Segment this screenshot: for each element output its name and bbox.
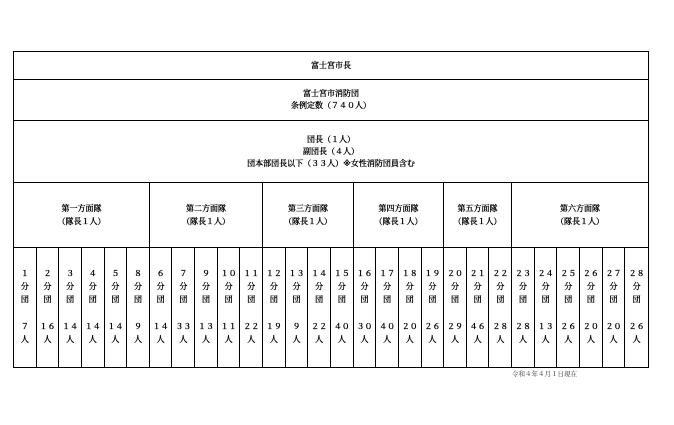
member-count-value: ２８ [514, 322, 531, 331]
unit-number: ２４ [537, 269, 554, 278]
mayor-row [14, 52, 648, 80]
as-of-date: 令和４年４月１日現在 [512, 370, 577, 378]
member-count-value: ９ [134, 322, 143, 331]
band-4 [354, 183, 444, 247]
unit-number: １７ [379, 269, 396, 278]
member-count-value: １９ [265, 322, 282, 331]
unit-number: ８ [134, 269, 143, 278]
unit-suffix-bun: 分 [201, 282, 210, 291]
band-3 [263, 183, 354, 247]
unit-title [127, 267, 149, 306]
unit-member-count [512, 320, 534, 346]
band-leader: （隊長１人） [453, 217, 502, 226]
unit-suffix-bun: 分 [383, 282, 392, 291]
unit-suffix-dan: 団 [20, 295, 29, 304]
unit-suffix-dan: 団 [586, 295, 595, 304]
unit-title [444, 267, 466, 306]
member-count-unit: 人 [473, 335, 482, 344]
unit-member-count [173, 320, 195, 346]
band-5 [444, 183, 512, 247]
unit-member-count [376, 320, 398, 346]
member-count-value: ７ [20, 322, 29, 331]
unit-title [150, 267, 172, 306]
unit-number: ７ [179, 269, 188, 278]
band-leader: （隊長１人） [284, 217, 332, 226]
member-count-unit: 人 [360, 335, 369, 344]
member-count-unit: 人 [496, 335, 505, 344]
unit-member-count [625, 320, 648, 346]
unit-column [150, 248, 173, 367]
unit-member-count [59, 320, 81, 346]
unit-member-count [603, 320, 625, 346]
unit-number: ２８ [628, 269, 645, 278]
unit-member-count [240, 320, 262, 346]
unit-title [286, 267, 308, 306]
member-count-value: ２２ [243, 322, 260, 331]
unit-member-count [557, 320, 579, 346]
unit-number: ２ [43, 269, 52, 278]
member-count-unit: 人 [88, 335, 97, 344]
organization-chart [13, 51, 649, 368]
unit-title [173, 267, 195, 306]
band-name: 第六方面隊 [560, 204, 600, 213]
unit-columns [14, 248, 648, 367]
unit-number: ２３ [514, 269, 531, 278]
member-count-unit: 人 [134, 335, 143, 344]
band-2 [150, 183, 263, 247]
unit-title [105, 267, 127, 306]
unit-suffix-bun: 分 [564, 282, 573, 291]
member-count-unit: 人 [518, 335, 527, 344]
unit-title [37, 267, 59, 306]
member-count-value: １３ [537, 322, 554, 331]
unit-member-count [490, 320, 512, 346]
member-count-unit: 人 [315, 335, 324, 344]
unit-title [218, 267, 240, 306]
brigade-quota: 条例定数（７４０人） [291, 101, 371, 110]
unit-title [195, 267, 217, 306]
unit-suffix-dan: 団 [405, 295, 414, 304]
unit-number: １８ [401, 269, 418, 278]
unit-member-count [127, 320, 149, 346]
band-leader: （隊長１人） [182, 217, 230, 226]
unit-suffix-bun: 分 [360, 282, 369, 291]
member-count-unit: 人 [179, 335, 188, 344]
unit-number: １５ [333, 269, 350, 278]
member-count-unit: 人 [609, 335, 618, 344]
unit-suffix-bun: 分 [88, 282, 97, 291]
band-name: 第三方面隊 [288, 204, 328, 213]
member-count-value: １４ [107, 322, 124, 331]
unit-suffix-dan: 団 [88, 295, 97, 304]
unit-suffix-bun: 分 [224, 282, 233, 291]
band-1 [14, 183, 150, 247]
unit-column [557, 248, 580, 367]
unit-suffix-bun: 分 [586, 282, 595, 291]
member-count-unit: 人 [428, 335, 437, 344]
member-count-value: ３０ [356, 322, 373, 331]
band-leader: （隊長１人） [374, 217, 423, 226]
unit-number: １３ [288, 269, 305, 278]
unit-member-count [580, 320, 602, 346]
unit-column [263, 248, 286, 367]
member-count-value: ２２ [311, 322, 328, 331]
unit-column [82, 248, 105, 367]
member-count-unit: 人 [111, 335, 120, 344]
unit-number: ４ [88, 269, 97, 278]
member-count-value: ２０ [401, 322, 418, 331]
member-count-value: ２６ [560, 322, 577, 331]
unit-member-count [308, 320, 330, 346]
unit-title [467, 267, 489, 306]
band-name: 第四方面隊 [378, 204, 419, 213]
unit-number: ２７ [605, 269, 622, 278]
member-count-unit: 人 [405, 335, 414, 344]
unit-member-count [37, 320, 59, 346]
member-count-unit: 人 [156, 335, 165, 344]
unit-suffix-bun: 分 [156, 282, 165, 291]
unit-suffix-dan: 団 [473, 295, 482, 304]
unit-number: １２ [265, 269, 282, 278]
member-count-unit: 人 [383, 335, 392, 344]
unit-member-count [218, 320, 240, 346]
unit-suffix-bun: 分 [20, 282, 29, 291]
member-count-unit: 人 [20, 335, 29, 344]
mayor-title: 富士宮市長 [311, 60, 351, 70]
unit-suffix-bun: 分 [632, 282, 641, 291]
member-count-unit: 人 [43, 335, 52, 344]
unit-suffix-dan: 団 [451, 295, 460, 304]
member-count-unit: 人 [632, 335, 641, 344]
unit-suffix-dan: 団 [315, 295, 324, 304]
member-count-unit: 人 [451, 335, 460, 344]
unit-member-count [195, 320, 217, 346]
unit-suffix-dan: 団 [564, 295, 573, 304]
unit-member-count [354, 320, 376, 346]
unit-suffix-bun: 分 [179, 282, 188, 291]
unit-suffix-bun: 分 [609, 282, 618, 291]
unit-title [603, 267, 625, 306]
unit-suffix-dan: 団 [518, 295, 527, 304]
unit-suffix-bun: 分 [473, 282, 482, 291]
unit-title [82, 267, 104, 306]
member-count-value: １３ [197, 322, 214, 331]
unit-title [557, 267, 579, 306]
member-count-value: ９ [292, 322, 301, 331]
unit-column [535, 248, 558, 367]
hq-chief: 団長（１人） [307, 134, 355, 144]
member-count-unit: 人 [66, 335, 75, 344]
unit-number: １６ [356, 269, 373, 278]
unit-number: ５ [111, 269, 120, 278]
unit-suffix-dan: 団 [179, 295, 188, 304]
unit-title [490, 267, 512, 306]
unit-column [331, 248, 354, 367]
unit-suffix-bun: 分 [269, 282, 278, 291]
unit-column [173, 248, 196, 367]
unit-suffix-bun: 分 [66, 282, 75, 291]
unit-column [286, 248, 309, 367]
unit-member-count [444, 320, 466, 346]
band-name: 第五方面隊 [457, 204, 498, 213]
unit-member-count [535, 320, 557, 346]
unit-number: ２６ [582, 269, 599, 278]
unit-suffix-dan: 団 [632, 295, 641, 304]
unit-column [14, 248, 37, 367]
unit-suffix-bun: 分 [247, 282, 256, 291]
unit-member-count [331, 320, 353, 346]
unit-suffix-dan: 団 [292, 295, 301, 304]
unit-column [399, 248, 422, 367]
band-name: 第一方面隊 [61, 204, 102, 213]
member-count-value: １４ [84, 322, 101, 331]
unit-member-count [399, 320, 421, 346]
unit-suffix-dan: 団 [224, 295, 233, 304]
unit-suffix-dan: 団 [134, 295, 143, 304]
unit-suffix-bun: 分 [451, 282, 460, 291]
member-count-value: ２８ [492, 322, 509, 331]
unit-column [59, 248, 82, 367]
member-count-unit: 人 [586, 335, 595, 344]
unit-title [263, 267, 285, 306]
unit-suffix-dan: 団 [201, 295, 210, 304]
unit-suffix-dan: 団 [496, 295, 505, 304]
unit-column [422, 248, 445, 367]
unit-suffix-bun: 分 [518, 282, 527, 291]
unit-title [376, 267, 398, 306]
member-count-value: ２９ [447, 322, 464, 331]
unit-column [625, 248, 648, 367]
unit-column [308, 248, 331, 367]
unit-suffix-dan: 団 [609, 295, 618, 304]
member-count-unit: 人 [201, 335, 210, 344]
unit-suffix-dan: 団 [383, 295, 392, 304]
unit-suffix-dan: 団 [269, 295, 278, 304]
unit-suffix-bun: 分 [111, 282, 120, 291]
unit-title [240, 267, 262, 306]
unit-column [490, 248, 513, 367]
unit-member-count [263, 320, 285, 346]
member-count-value: １１ [220, 322, 237, 331]
unit-suffix-bun: 分 [428, 282, 437, 291]
unit-member-count [467, 320, 489, 346]
unit-number: ６ [156, 269, 165, 278]
unit-column [127, 248, 150, 367]
unit-suffix-bun: 分 [292, 282, 301, 291]
unit-title [308, 267, 330, 306]
unit-number: １０ [220, 269, 237, 278]
unit-column [195, 248, 218, 367]
member-count-value: ２６ [424, 322, 441, 331]
unit-suffix-bun: 分 [496, 282, 505, 291]
hq-staff: 団本部団長以下（３３人）※女性消防団員含む [247, 158, 415, 168]
unit-column [467, 248, 490, 367]
unit-title [14, 267, 36, 306]
member-count-unit: 人 [564, 335, 573, 344]
unit-column [105, 248, 128, 367]
unit-column [240, 248, 263, 367]
band-leader: （隊長１人） [556, 217, 604, 226]
unit-member-count [286, 320, 308, 346]
unit-number: ３ [66, 269, 75, 278]
unit-suffix-dan: 団 [360, 295, 369, 304]
area-bands [14, 183, 648, 248]
member-count-value: １４ [62, 322, 79, 331]
band-name: 第二方面隊 [186, 204, 226, 213]
unit-number: １９ [424, 269, 441, 278]
unit-title [59, 267, 81, 306]
unit-suffix-bun: 分 [405, 282, 414, 291]
unit-title [354, 267, 376, 306]
unit-number: ２１ [469, 269, 486, 278]
unit-suffix-bun: 分 [337, 282, 346, 291]
unit-member-count [14, 320, 36, 346]
unit-number: ２２ [492, 269, 509, 278]
unit-suffix-dan: 団 [66, 295, 75, 304]
unit-number: １４ [311, 269, 328, 278]
member-count-value: ３３ [175, 322, 192, 331]
unit-column [37, 248, 60, 367]
brigade-name: 富士宮市消防団 [303, 89, 359, 98]
brigade-row [14, 80, 648, 121]
member-count-value: ２０ [605, 322, 622, 331]
unit-column [512, 248, 535, 367]
member-count-unit: 人 [337, 335, 346, 344]
unit-member-count [82, 320, 104, 346]
member-count-unit: 人 [541, 335, 550, 344]
unit-column [580, 248, 603, 367]
member-count-unit: 人 [269, 335, 278, 344]
unit-title [535, 267, 557, 306]
unit-suffix-dan: 団 [337, 295, 346, 304]
unit-suffix-dan: 団 [156, 295, 165, 304]
unit-member-count [422, 320, 444, 346]
unit-number: ２５ [560, 269, 577, 278]
member-count-value: ２０ [582, 322, 599, 331]
band-leader: （隊長１人） [57, 217, 106, 226]
unit-number: ９ [201, 269, 210, 278]
unit-title [422, 267, 444, 306]
unit-suffix-dan: 団 [43, 295, 52, 304]
unit-title [580, 267, 602, 306]
member-count-value: ４６ [469, 322, 486, 331]
member-count-value: １６ [39, 322, 56, 331]
unit-column [444, 248, 467, 367]
unit-title [512, 267, 534, 306]
band-6 [512, 183, 648, 247]
unit-title [625, 267, 648, 306]
unit-title [399, 267, 421, 306]
unit-column [376, 248, 399, 367]
member-count-unit: 人 [292, 335, 301, 344]
unit-suffix-bun: 分 [541, 282, 550, 291]
unit-number: １１ [243, 269, 260, 278]
member-count-unit: 人 [247, 335, 256, 344]
headquarters-row [14, 121, 648, 183]
unit-number: １ [20, 269, 29, 278]
unit-column [354, 248, 377, 367]
member-count-unit: 人 [224, 335, 233, 344]
unit-suffix-dan: 団 [541, 295, 550, 304]
unit-member-count [105, 320, 127, 346]
unit-suffix-dan: 団 [247, 295, 256, 304]
member-count-value: ４０ [333, 322, 350, 331]
unit-suffix-bun: 分 [43, 282, 52, 291]
unit-column [218, 248, 241, 367]
unit-suffix-dan: 団 [428, 295, 437, 304]
hq-vice-chief: 副団長（４人） [303, 146, 359, 156]
unit-suffix-dan: 団 [111, 295, 120, 304]
unit-number: ２０ [447, 269, 464, 278]
unit-suffix-bun: 分 [134, 282, 143, 291]
unit-suffix-bun: 分 [315, 282, 324, 291]
unit-member-count [150, 320, 172, 346]
member-count-value: ４０ [379, 322, 396, 331]
member-count-value: ２６ [628, 322, 645, 331]
unit-column [603, 248, 626, 367]
unit-title [331, 267, 353, 306]
member-count-value: １４ [152, 322, 169, 331]
